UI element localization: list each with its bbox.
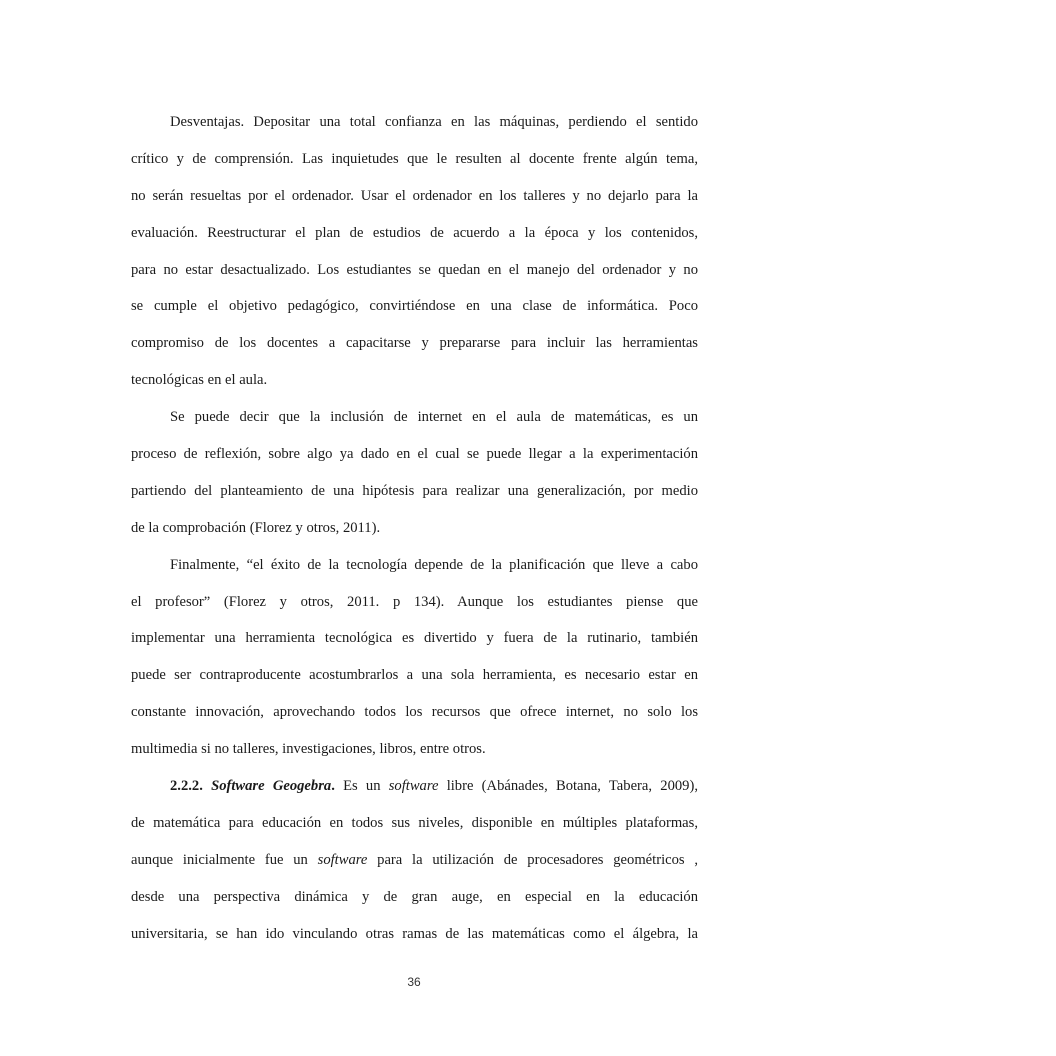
section-title-period: . [331,778,335,795]
text-line: desde una perspectiva dinámica y de gran auge, en especial en la educación [131,888,698,905]
paragraph [131,408,698,556]
text-line: puede ser contraproducente acostumbrarlos a una sola herramienta, es necesario estar en [131,667,698,684]
text-line: constante innovación, aprovechando todos los recursos que ofrece internet, no solo los [131,704,698,721]
section-number: 2.2.2. [170,778,203,795]
text-line: para no estar desactualizado. Los estudiantes se quedan en el manejo del ordenador y no [131,261,698,278]
text-line: se cumple el objetivo pedagógico, convirtiéndose en una clase de informática. Poco [131,298,698,315]
text-line: partiendo del planteamiento de una hipótesis para realizar una generalización, por medio [131,482,698,499]
text-line: multimedia si no talleres, investigaciones, libros, entre otros. [131,741,486,758]
text-line: Desventajas. Depositar una total confianza en las máquinas, perdiendo el sentido [170,114,698,130]
section-heading-line [131,777,698,814]
paragraph [131,113,698,408]
text-segment: para la utilización de procesadores geométricos , [367,851,699,868]
text-line [131,851,698,888]
text-line: proceso de reflexión, sobre algo ya dado en el cual se puede llegar a la experimentación [131,446,698,463]
text-line: el profesor” (Florez y otros, 2011. p 134). Aunque los estudiantes piense que [131,593,698,610]
text-line: no serán resueltas por el ordenador. Usar el ordenador en los talleres y no dejarlo para la [131,187,698,204]
text-line: implementar una herramienta tecnológica es divertido y fuera de la rutinario, también [131,630,698,647]
text-line: crítico y de comprensión. Las inquietudes que le resulten al docente frente algún tema, [131,150,698,167]
text-segment: aunque inicialmente fue un [131,851,318,868]
text-line: compromiso de los docentes a capacitarse y prepararse para incluir las herramientas [131,335,698,352]
section-title: Software Geogebra [211,778,332,795]
italic-term: software [388,778,439,795]
text-line: de matemática para educación en todos sus niveles, disponible en múltiples plataformas, [131,814,698,831]
text-segment: libre (Abánades, Botana, Tabera, 2009), [438,778,698,795]
page-number: 36 [407,975,421,989]
text-line: Se puede decir que la inclusión de internet en el aula de matemáticas, es un [170,409,698,426]
text-line: universitaria, se han ido vinculando otras ramas de las matemáticas como el álgebra, la [131,925,698,942]
text-line: de la comprobación (Florez y otros, 2011). [131,519,381,536]
paragraph [131,556,698,777]
paragraph [131,777,698,961]
italic-term: software [317,851,368,868]
text-line: tecnológicas en el aula. [131,372,268,389]
text-segment: Es un [334,778,389,795]
body-text [131,113,698,961]
text-line: evaluación. Reestructurar el plan de estudios de acuerdo a la época y los contenidos, [131,224,698,241]
text-line: Finalmente, “el éxito de la tecnología depende de la planificación que lleve a cabo [170,556,698,573]
